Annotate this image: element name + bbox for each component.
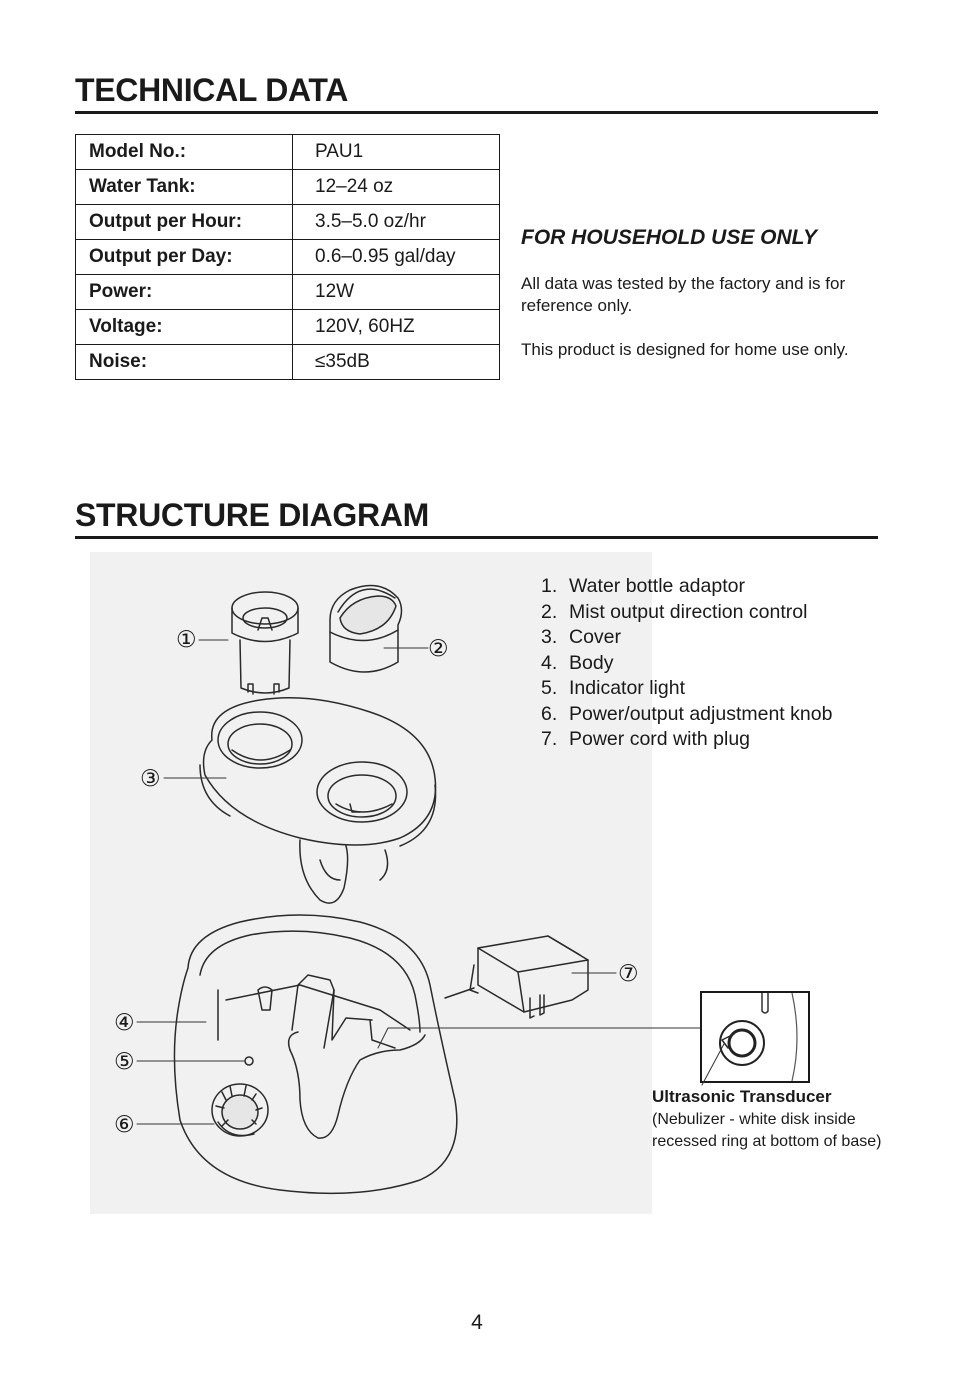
cover-drawing [200, 698, 436, 903]
technical-data-heading: TECHNICAL DATA [75, 72, 349, 108]
water-bottle-adaptor-drawing [232, 592, 298, 694]
spec-value: PAU1 [293, 135, 500, 170]
part-number: 5. [541, 677, 558, 699]
part-label: Power/output adjustment knob [569, 702, 833, 725]
list-item [541, 676, 832, 702]
mist-direction-control-drawing [330, 586, 402, 673]
list-item [541, 702, 832, 728]
callout-7: ⑦ [618, 960, 639, 986]
callout-6: ⑥ [114, 1111, 135, 1137]
spec-value: 12–24 oz [293, 170, 500, 205]
callout-3: ③ [140, 765, 161, 791]
note-paragraph: This product is designed for home use only. [521, 340, 849, 359]
part-number: 6. [541, 702, 558, 725]
spec-key: Output per Day: [76, 240, 293, 275]
parts-list [541, 574, 832, 753]
spec-key: Water Tank: [76, 170, 293, 205]
spec-value: 3.5–5.0 oz/hr [293, 205, 500, 240]
transducer-title: Ultrasonic Transducer [652, 1087, 832, 1106]
callout-2: ② [428, 635, 449, 661]
part-number: 4. [541, 651, 558, 674]
part-number: 1. [541, 575, 558, 597]
body-drawing [174, 915, 456, 1193]
part-label: Mist output direction control [569, 600, 808, 623]
part-label: Water bottle adaptor [569, 575, 745, 597]
part-number: 2. [541, 600, 558, 623]
list-item [541, 727, 832, 753]
spec-key: Model No.: [76, 135, 293, 170]
part-label: Power cord with plug [569, 728, 751, 750]
part-number: 3. [541, 626, 558, 648]
callout-4: ④ [114, 1009, 135, 1035]
spec-key: Power: [76, 275, 293, 310]
spec-value: 120V, 60HZ [293, 310, 500, 345]
spec-value: 0.6–0.95 gal/day [293, 240, 500, 275]
list-item [541, 600, 832, 626]
part-number: 7. [541, 728, 558, 750]
list-item [541, 651, 832, 677]
transducer-description: (Nebulizer - white disk inside recessed ring at bottom of base) [652, 1111, 882, 1150]
structure-diagram-heading: STRUCTURE DIAGRAM [75, 497, 429, 533]
spec-key: Noise: [76, 345, 293, 380]
list-item [541, 625, 832, 651]
page-number: 4 [471, 1311, 483, 1334]
part-label: Body [569, 651, 614, 674]
part-label: Cover [569, 626, 622, 648]
spec-value: 12W [293, 275, 500, 310]
spec-value: ≤35dB [293, 345, 500, 380]
spec-key: Voltage: [76, 310, 293, 345]
power-adaptor-drawing [445, 936, 588, 1018]
spec-key: Output per Hour: [76, 205, 293, 240]
list-item [541, 574, 832, 600]
callout-1: ① [176, 626, 197, 652]
note-paragraph: All data was tested by the factory and is for reference only. [521, 274, 846, 315]
household-use-title: FOR HOUSEHOLD USE ONLY [521, 226, 817, 249]
callout-5: ⑤ [114, 1048, 135, 1074]
part-label: Indicator light [569, 677, 685, 699]
